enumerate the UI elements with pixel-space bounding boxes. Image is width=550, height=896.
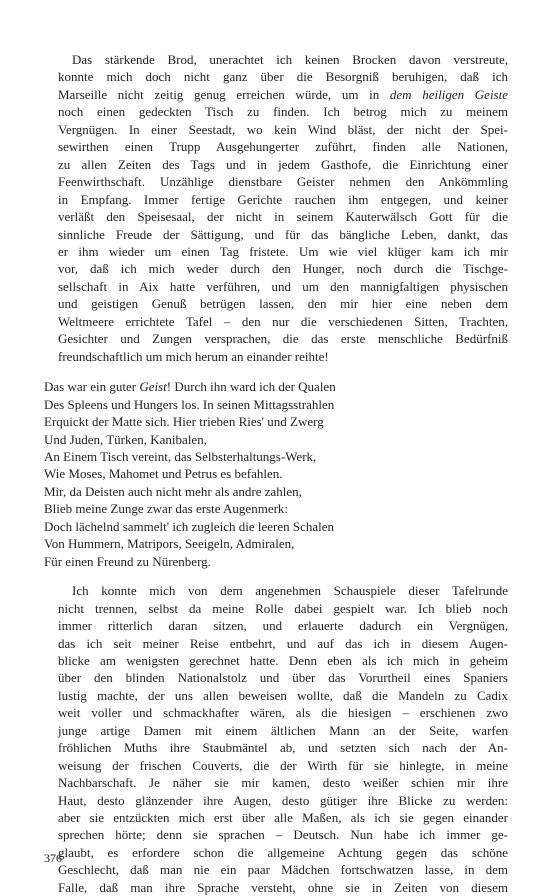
text-line: nicht trennen, selbst da meine Rolle dabei gespielt war. Ich blieb noch (58, 600, 508, 616)
italic-phrase: dem heiligen Geiste (389, 86, 508, 102)
text-line: junge artige Damen mit einem ältlichen Mann an der Seite, warfen (58, 722, 508, 738)
text-line: Haut, desto glänzender ihre Augen, desto gütiger ihre Blicke zu werden: (58, 792, 508, 808)
text-line: Weltmeere errichtete Tafel – den nur die verschiedenen Sitten, Trachten, (58, 313, 508, 329)
verse-line: An Einem Tisch vereint, das Selbsterhaltungs-Werk, (44, 448, 317, 464)
verse-line: Doch lächelnd sammelt' ich zugleich die leeren Schalen (44, 518, 335, 534)
text-line: sellschaft in Aix hatte verführen, und um den mannigfaltigen physischen (58, 278, 508, 294)
text-line: in Empfang. Immer fertige Gerichte rauchen ihm entgegen, und keiner (58, 191, 508, 207)
text-line: das ich seit meiner Reise entbehrt, und auf das ich in diesem Augen- (58, 635, 508, 651)
verse-line: Das war ein guter Geist! Durch ihn ward ich der Qualen (44, 379, 336, 395)
text-line: er ihm wieder um einen Tag fristete. Um wie viel klüger kam ich mir (58, 243, 508, 259)
text-line: Nachbarschaft. Je näher sie mir kamen, desto weißer schien mir ihre (58, 775, 508, 791)
text-line: immer ritterlich daran sitzen, und erlauerte dadurch ein Vergnügen, (58, 618, 508, 634)
text-line: sprechen hörte; denn sie sprachen – Deutsch. Nun habe ich immer ge- (58, 827, 508, 843)
text-line: konnte mich doch nicht ganz über die Besorgniß beruhigen, daß ich (58, 69, 508, 85)
verse-line: Für einen Freund zu Nürenberg. (44, 553, 211, 569)
text-line: Marseille nicht zeitig genug erreichen würde, um in dem heiligen Geiste (58, 86, 508, 102)
text-line: weisung der frischen Couverts, die der Wirth für sie hinlegte, in meine (58, 757, 508, 773)
verse-line: Mir, da Deisten auch nicht mehr als andre zahlen, (44, 483, 302, 499)
text-line: über den blinden Nationalstolz und über das Vorurtheil eines Spaniers (58, 670, 508, 686)
text-line: Geschlecht, daß man nie ein paar Mädchen fortschwatzen lasse, in dem (58, 862, 508, 878)
text-line: Gesichter und Zungen versprachen, die das erste menschliche Bedürfniß (58, 331, 508, 347)
text-line: Das stärkende Brod, unerachtet ich keinen Brocken davon verstreute, (72, 52, 508, 67)
text-line: Falle, daß man ihre Sprache versteht, ohne sie in Zeiten von diesem (58, 879, 508, 895)
text-line: zu allen Zeiten des Tags und in jedem Gasthofe, die Einrichtung einer (58, 156, 508, 172)
text-line: lustig machte, der uns allen beweisen wollte, daß die Mandeln zu Cadix (58, 687, 508, 703)
text-line: weit voller und schmackhafter wären, als die hiesigen – erschienen zwo (58, 705, 508, 721)
text-line: sewirthen einen Trupp Ausgehungerter zuführt, finden alle Nationen, (58, 139, 508, 155)
text-line: glaubt, es erfordere schon die allgemeine Achtung gegen das schöne (58, 844, 508, 860)
text-line: Ich konnte mich von dem angenehmen Schauspiele dieser Tafelrunde (72, 583, 508, 599)
verse-line: Blieb meine Zunge zwar das erste Augenmerk: (44, 501, 289, 517)
verse-line: Wie Moses, Mahomet und Petrus es befahlen. (44, 466, 283, 482)
verse-line: Und Juden, Türken, Kanibalen, (44, 431, 207, 447)
text-line: sinnliche Freude der Sättigung, und für das bängliche Leben, dankt, das (58, 226, 508, 242)
verse-line: Erquickt der Matte sich. Hier trieben Ries' und Zwerg (44, 414, 324, 430)
text-line: fröhlichen Muths ihre Staubmäntel ab, und setzten sich nach der An- (58, 740, 508, 756)
poem (44, 378, 508, 570)
text-line: noch einen gedeckten Tisch zu finden. Ich betrog mich zu meinem (58, 104, 508, 120)
text-line: vor, daß ich mich weder durch den Hunger, noch durch die Tischge- (58, 261, 508, 277)
text-line: freundschaftlich um mich herum an einander reihte! (58, 348, 329, 364)
text-line: Vergnügen. In einer Seestadt, wo kein Wind bläst, der nicht der Spei- (58, 121, 508, 137)
italic-word: Geist (139, 379, 167, 395)
paragraph-2 (44, 582, 508, 896)
page-body (44, 51, 508, 896)
text-line: blicke am wenigsten gerechnet hatte. Denn eben als ich mich in geheim (58, 652, 508, 668)
text-line: und geistigen Genuß betrügen lassen, den mir hier eine neben dem (58, 296, 508, 312)
text-line: aber sie entzückten mich erst über alle Maßen, als ich sie gegen einander (58, 810, 508, 826)
verse-line: Von Hummern, Matripors, Seeigeln, Admiralen, (44, 536, 295, 552)
text-line: Feenwirthschaft. Unzählige dienstbare Geister nehmen den Ankömmling (58, 174, 508, 190)
text-line: verläßt den Speisesaal, der nicht in seinem Kauterwälsch Gott für die (58, 209, 508, 225)
verse-line: Des Spleens und Hungers los. In seinen Mittagsstrahlen (44, 396, 335, 412)
paragraph-1 (44, 51, 508, 365)
page-number: 376 (44, 851, 62, 865)
